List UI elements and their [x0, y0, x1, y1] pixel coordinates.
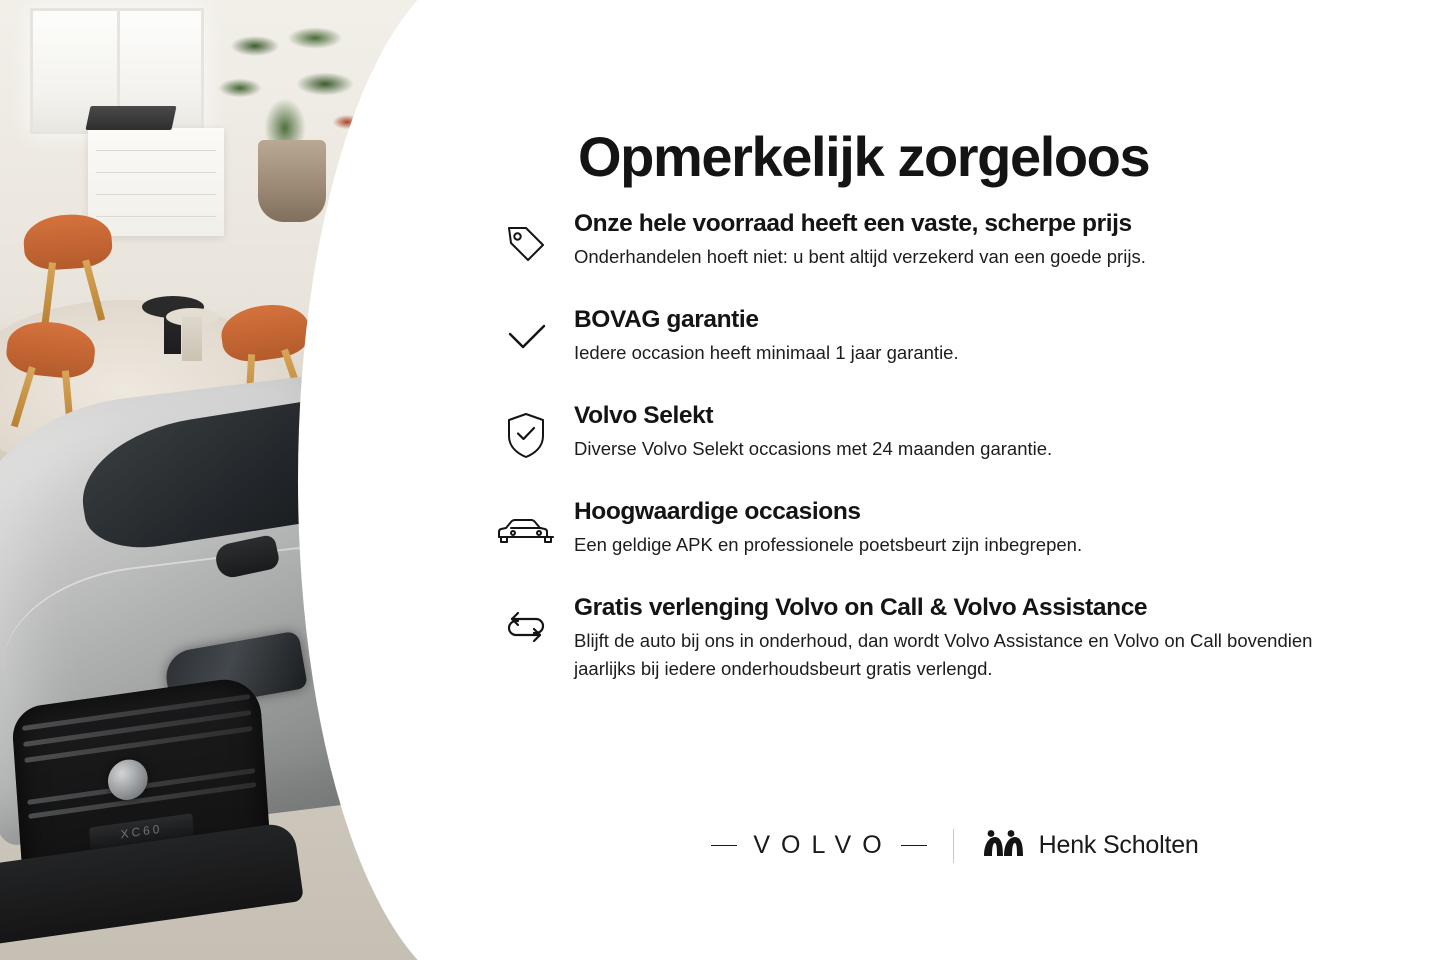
- showroom-photo: [0, 0, 470, 960]
- laptop-icon: [85, 106, 176, 130]
- feature-item: [470, 592, 1400, 682]
- volvo-bar-right-icon: [901, 845, 927, 847]
- feature-item: [470, 304, 1400, 370]
- price-tag-icon: [478, 208, 574, 274]
- checkmark-icon: [478, 304, 574, 370]
- feature-item: [470, 400, 1400, 466]
- swap-arrows-icon: [478, 592, 574, 658]
- feature-item: [470, 208, 1400, 274]
- car-model-badge: XC60: [89, 813, 194, 849]
- footer-divider: [953, 829, 954, 863]
- volvo-bar-left-icon: [711, 845, 737, 847]
- feature-text: [574, 496, 1400, 559]
- volvo-brand-text: VOLVO: [753, 831, 893, 859]
- volvo-emblem-icon: [107, 757, 149, 803]
- footer-logos: [470, 828, 1440, 863]
- feature-title: Hoogwaardige occasions: [574, 498, 861, 525]
- feature-item: [470, 496, 1400, 562]
- feature-text: [574, 400, 1400, 463]
- feature-title: Gratis verlenging Volvo on Call & Volvo Assistance: [574, 594, 1148, 621]
- feature-title: BOVAG garantie: [574, 306, 759, 333]
- feature-description: Blijft de auto bij ons in onderhoud, dan wordt Volvo Assistance en Volvo on Call bovendien jaarlijks bij iedere onderhoudsbeurt gratis verlengd.: [574, 630, 1313, 679]
- feature-text: [574, 592, 1400, 682]
- feature-list: [470, 208, 1400, 712]
- car-icon: [478, 496, 574, 562]
- feature-description: Onderhandelen hoeft niet: u bent altijd verzekerd van een goede prijs.: [574, 246, 1146, 268]
- feature-description: Diverse Volvo Selekt occasions met 24 maanden garantie.: [574, 438, 1053, 460]
- content-panel: [470, 0, 1440, 960]
- side-table-icon: [166, 308, 218, 326]
- volvo-wordmark: [711, 831, 926, 860]
- feature-text: [574, 208, 1400, 271]
- dealer-logo: [980, 828, 1199, 863]
- feature-title: Onze hele voorraad heeft een vaste, scherpe prijs: [574, 210, 1132, 237]
- page-title: Opmerkelijk zorgeloos: [578, 124, 1150, 188]
- cabinet-icon: [88, 128, 224, 236]
- dealer-name: Henk Scholten: [1038, 831, 1199, 859]
- feature-title: Volvo Selekt: [574, 402, 714, 429]
- feature-description: Iedere occasion heeft minimaal 1 jaar garantie.: [574, 342, 959, 364]
- shield-check-icon: [478, 400, 574, 466]
- feature-description: Een geldige APK en professionele poetsbeurt zijn inbegrepen.: [574, 534, 1083, 556]
- planter-pot-icon: [258, 140, 326, 222]
- feature-text: [574, 304, 1400, 367]
- henk-scholten-mark-icon: [980, 828, 1026, 863]
